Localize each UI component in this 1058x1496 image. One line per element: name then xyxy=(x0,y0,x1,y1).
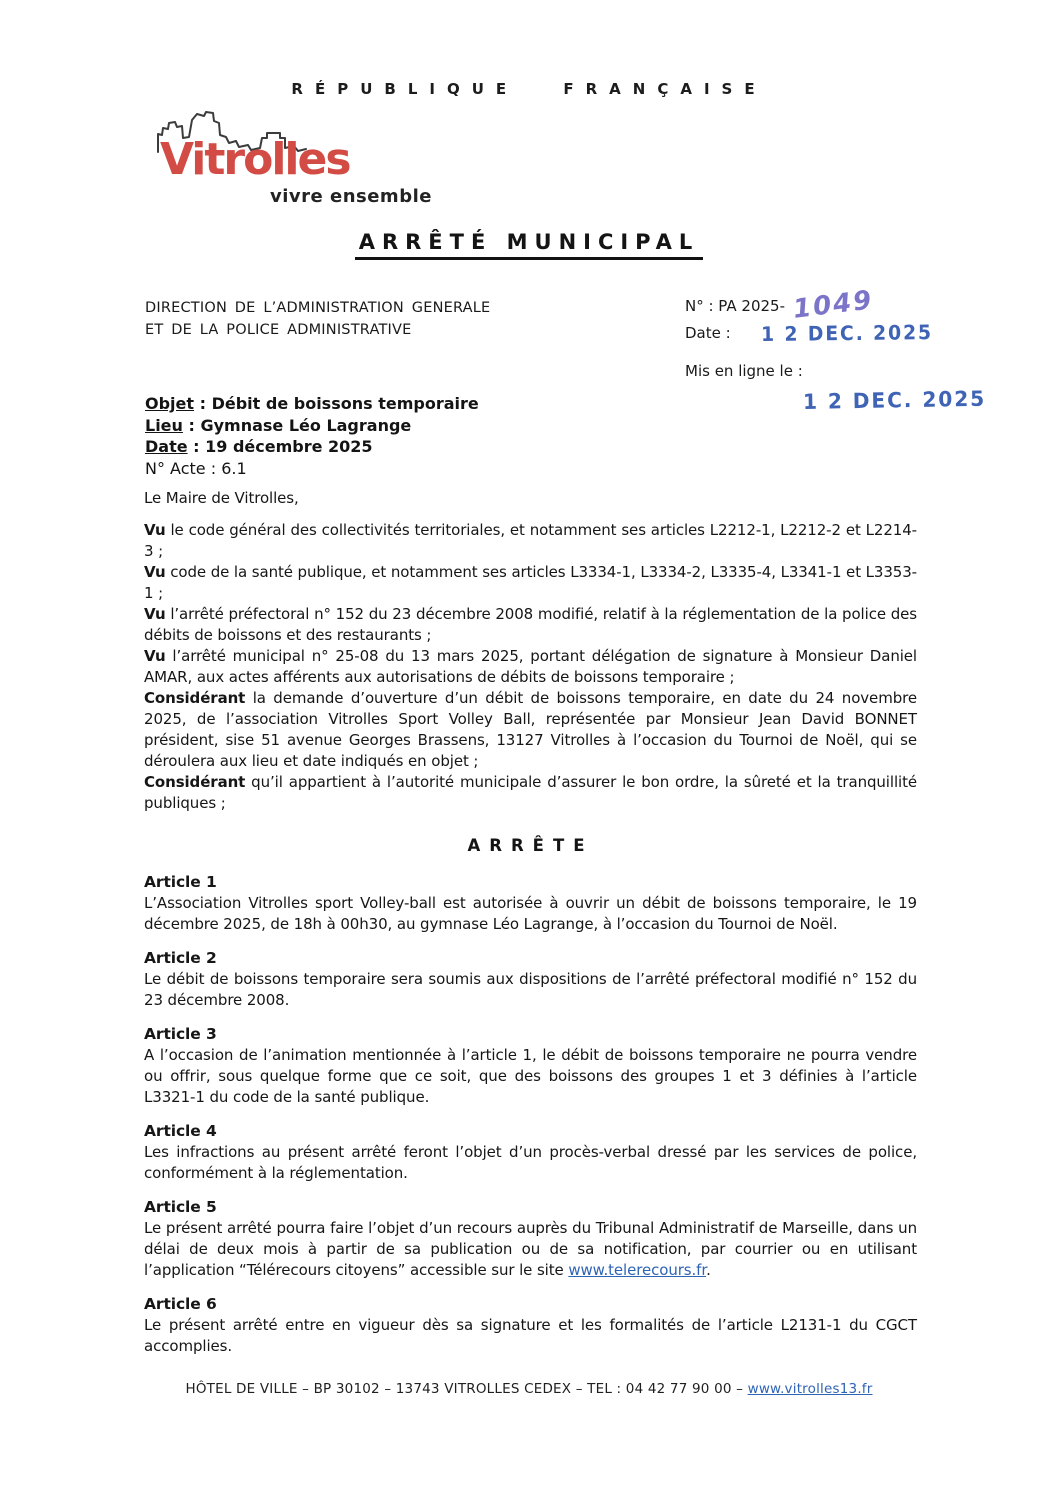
lieu-value: : Gymnase Léo Lagrange xyxy=(182,415,412,435)
recital-vu-2 xyxy=(144,562,917,604)
mis-en-ligne-stamp: 1 2 DEC. 2025 xyxy=(802,386,987,414)
article-4 xyxy=(144,1121,917,1184)
vitrolles-logo xyxy=(150,98,450,216)
article-6 xyxy=(144,1294,917,1357)
recital-label: Vu xyxy=(144,521,166,539)
article-4-heading: Article 4 xyxy=(144,1122,217,1140)
recital-label: Considérant xyxy=(144,773,246,791)
subject-block xyxy=(145,393,479,479)
objet-label: Objet xyxy=(145,394,195,413)
date-line xyxy=(145,436,479,458)
mis-en-ligne-row xyxy=(685,362,1035,380)
direction-line-2: ET DE LA POLICE ADMINISTRATIVE xyxy=(145,322,412,338)
date-line-label: Date xyxy=(145,437,188,456)
numero-handwritten-value: 1049 xyxy=(791,285,875,325)
recital-text: l’arrêté préfectoral n° 152 du 23 décembre 2008 modifié, relatif à la réglementation de la police des débits de boissons et des restaurants ; xyxy=(144,605,917,644)
acte-line: N° Acte : 6.1 xyxy=(145,458,247,478)
recital-text: la demande d’ouverture d’un débit de boissons temporaire, en date du 24 novembre 2025, de l’association Vitrolles Sport Volley Ball, représentée par Monsieur Jean David BONNET président, sise 51 avenue Georges Brassens, 13127 Vitrolles à l’occasion du Tournoi de Noël, qui se déroulera aux lieu et date indiqués en objet ; xyxy=(144,689,917,770)
meta-block xyxy=(685,285,1035,414)
logo-tagline: vivre ensemble xyxy=(270,186,432,207)
article-3 xyxy=(144,1024,917,1108)
mis-en-ligne-label: Mis en ligne le : xyxy=(685,362,803,380)
direction-line-1: DIRECTION DE L’ADMINISTRATION GENERALE xyxy=(145,300,491,316)
document-title xyxy=(0,230,1058,260)
article-3-text: A l’occasion de l’animation mentionnée à l’article 1, le débit de boissons temporaire ne pourra vendre ou offrir, sous quelque forme que ce soit, que des boissons des groupes 1 et 3 définies à l’article L3321-1 du code de la santé publique. xyxy=(144,1046,917,1106)
recital-vu-3 xyxy=(144,604,917,646)
article-5-text xyxy=(144,1218,917,1281)
lieu-line xyxy=(145,415,479,437)
recital-vu-1 xyxy=(144,520,917,562)
article-3-heading: Article 3 xyxy=(144,1025,217,1043)
article-5-text-before-link: Le présent arrêté pourra faire l’objet d’un recours auprès du Tribunal Administratif de Marseille, dans un délai de deux mois à partir de sa publication ou de sa notification, par courrier ou en utilisant l’application “Télérecours citoyens” accessible sur le site xyxy=(144,1219,917,1279)
logo-wordmark: Vitrolles xyxy=(160,134,350,185)
article-1-text: L’Association Vitrolles sport Volley-ball est autorisée à ouvrir un débit de boissons temporaire, le 19 décembre 2025, de 18h à 00h30, au gymnase Léo Lagrange, à l’occasion du Tournoi de Noël. xyxy=(144,894,917,933)
recital-text: code de la santé publique, et notamment ses articles L3334-1, L3334-2, L3335-4, L3341-1 et L3353-1 ; xyxy=(144,563,917,602)
vitrolles13-link[interactable]: www.vitrolles13.fr xyxy=(747,1381,873,1397)
article-6-text: Le présent arrêté entre en vigueur dès sa signature et les formalités de l’article L2131-1 du CGCT accomplies. xyxy=(144,1316,917,1355)
article-4-text: Les infractions au présent arrêté feront l’objet d’un procès-verbal dressé par les services de police, conformément à la réglementation. xyxy=(144,1143,917,1182)
article-5 xyxy=(144,1197,917,1281)
numero-row xyxy=(685,285,1035,325)
article-2-heading: Article 2 xyxy=(144,949,217,967)
date-line-value: : 19 décembre 2025 xyxy=(187,437,373,456)
recitals-block xyxy=(144,520,917,814)
date-stamp: 1 2 DEC. 2025 xyxy=(760,320,933,346)
recital-label: Considérant xyxy=(144,689,246,707)
footer xyxy=(0,1381,1058,1397)
numero-label: N° : PA 2025- xyxy=(685,297,786,315)
article-6-heading: Article 6 xyxy=(144,1295,217,1313)
arrete-heading: ARRÊTE xyxy=(467,836,594,855)
document-body xyxy=(144,488,917,1370)
recital-label: Vu xyxy=(144,647,166,665)
recital-considerant-1 xyxy=(144,688,917,772)
article-2 xyxy=(144,948,917,1011)
recital-text: l’arrêté municipal n° 25-08 du 13 mars 2025, portant délégation de signature à Monsieur Daniel AMAR, aux actes afférents aux autorisations de débits de boissons temporaire ; xyxy=(144,647,917,686)
date-row xyxy=(685,322,1035,346)
article-1-heading: Article 1 xyxy=(144,873,217,891)
objet-value: : Débit de boissons temporaire xyxy=(194,394,479,413)
republique-francaise-heading: RÉPUBLIQUE FRANÇAISE xyxy=(291,80,767,98)
date-label: Date : xyxy=(685,324,731,342)
objet-line xyxy=(145,393,479,415)
recital-vu-4 xyxy=(144,646,917,688)
recital-considerant-2 xyxy=(144,772,917,814)
lieu-label: Lieu xyxy=(145,415,183,435)
article-5-heading: Article 5 xyxy=(144,1198,217,1216)
recital-label: Vu xyxy=(144,605,166,623)
salutation: Le Maire de Vitrolles, xyxy=(144,489,299,507)
recital-text: le code général des collectivités territoriales, et notamment ses articles L2212-1, L2212-2 et L2214-3 ; xyxy=(144,521,917,560)
article-1 xyxy=(144,872,917,935)
article-5-text-after-link: . xyxy=(706,1261,711,1279)
article-2-text: Le débit de boissons temporaire sera soumis aux dispositions de l’arrêté préfectoral modifié n° 152 du 23 décembre 2008. xyxy=(144,970,917,1009)
footer-text: HÔTEL DE VILLE – BP 30102 – 13743 VITROLLES CEDEX – TEL : 04 42 77 90 00 – xyxy=(185,1381,748,1397)
recital-text: qu’il appartient à l’autorité municipale d’assurer le bon ordre, la sûreté et la tranquillité publiques ; xyxy=(144,773,917,812)
telerecours-link[interactable]: www.telerecours.fr xyxy=(568,1261,707,1279)
direction-block xyxy=(145,297,490,341)
recital-label: Vu xyxy=(144,563,166,581)
document-title-text: ARRÊTÉ MUNICIPAL xyxy=(355,230,704,260)
